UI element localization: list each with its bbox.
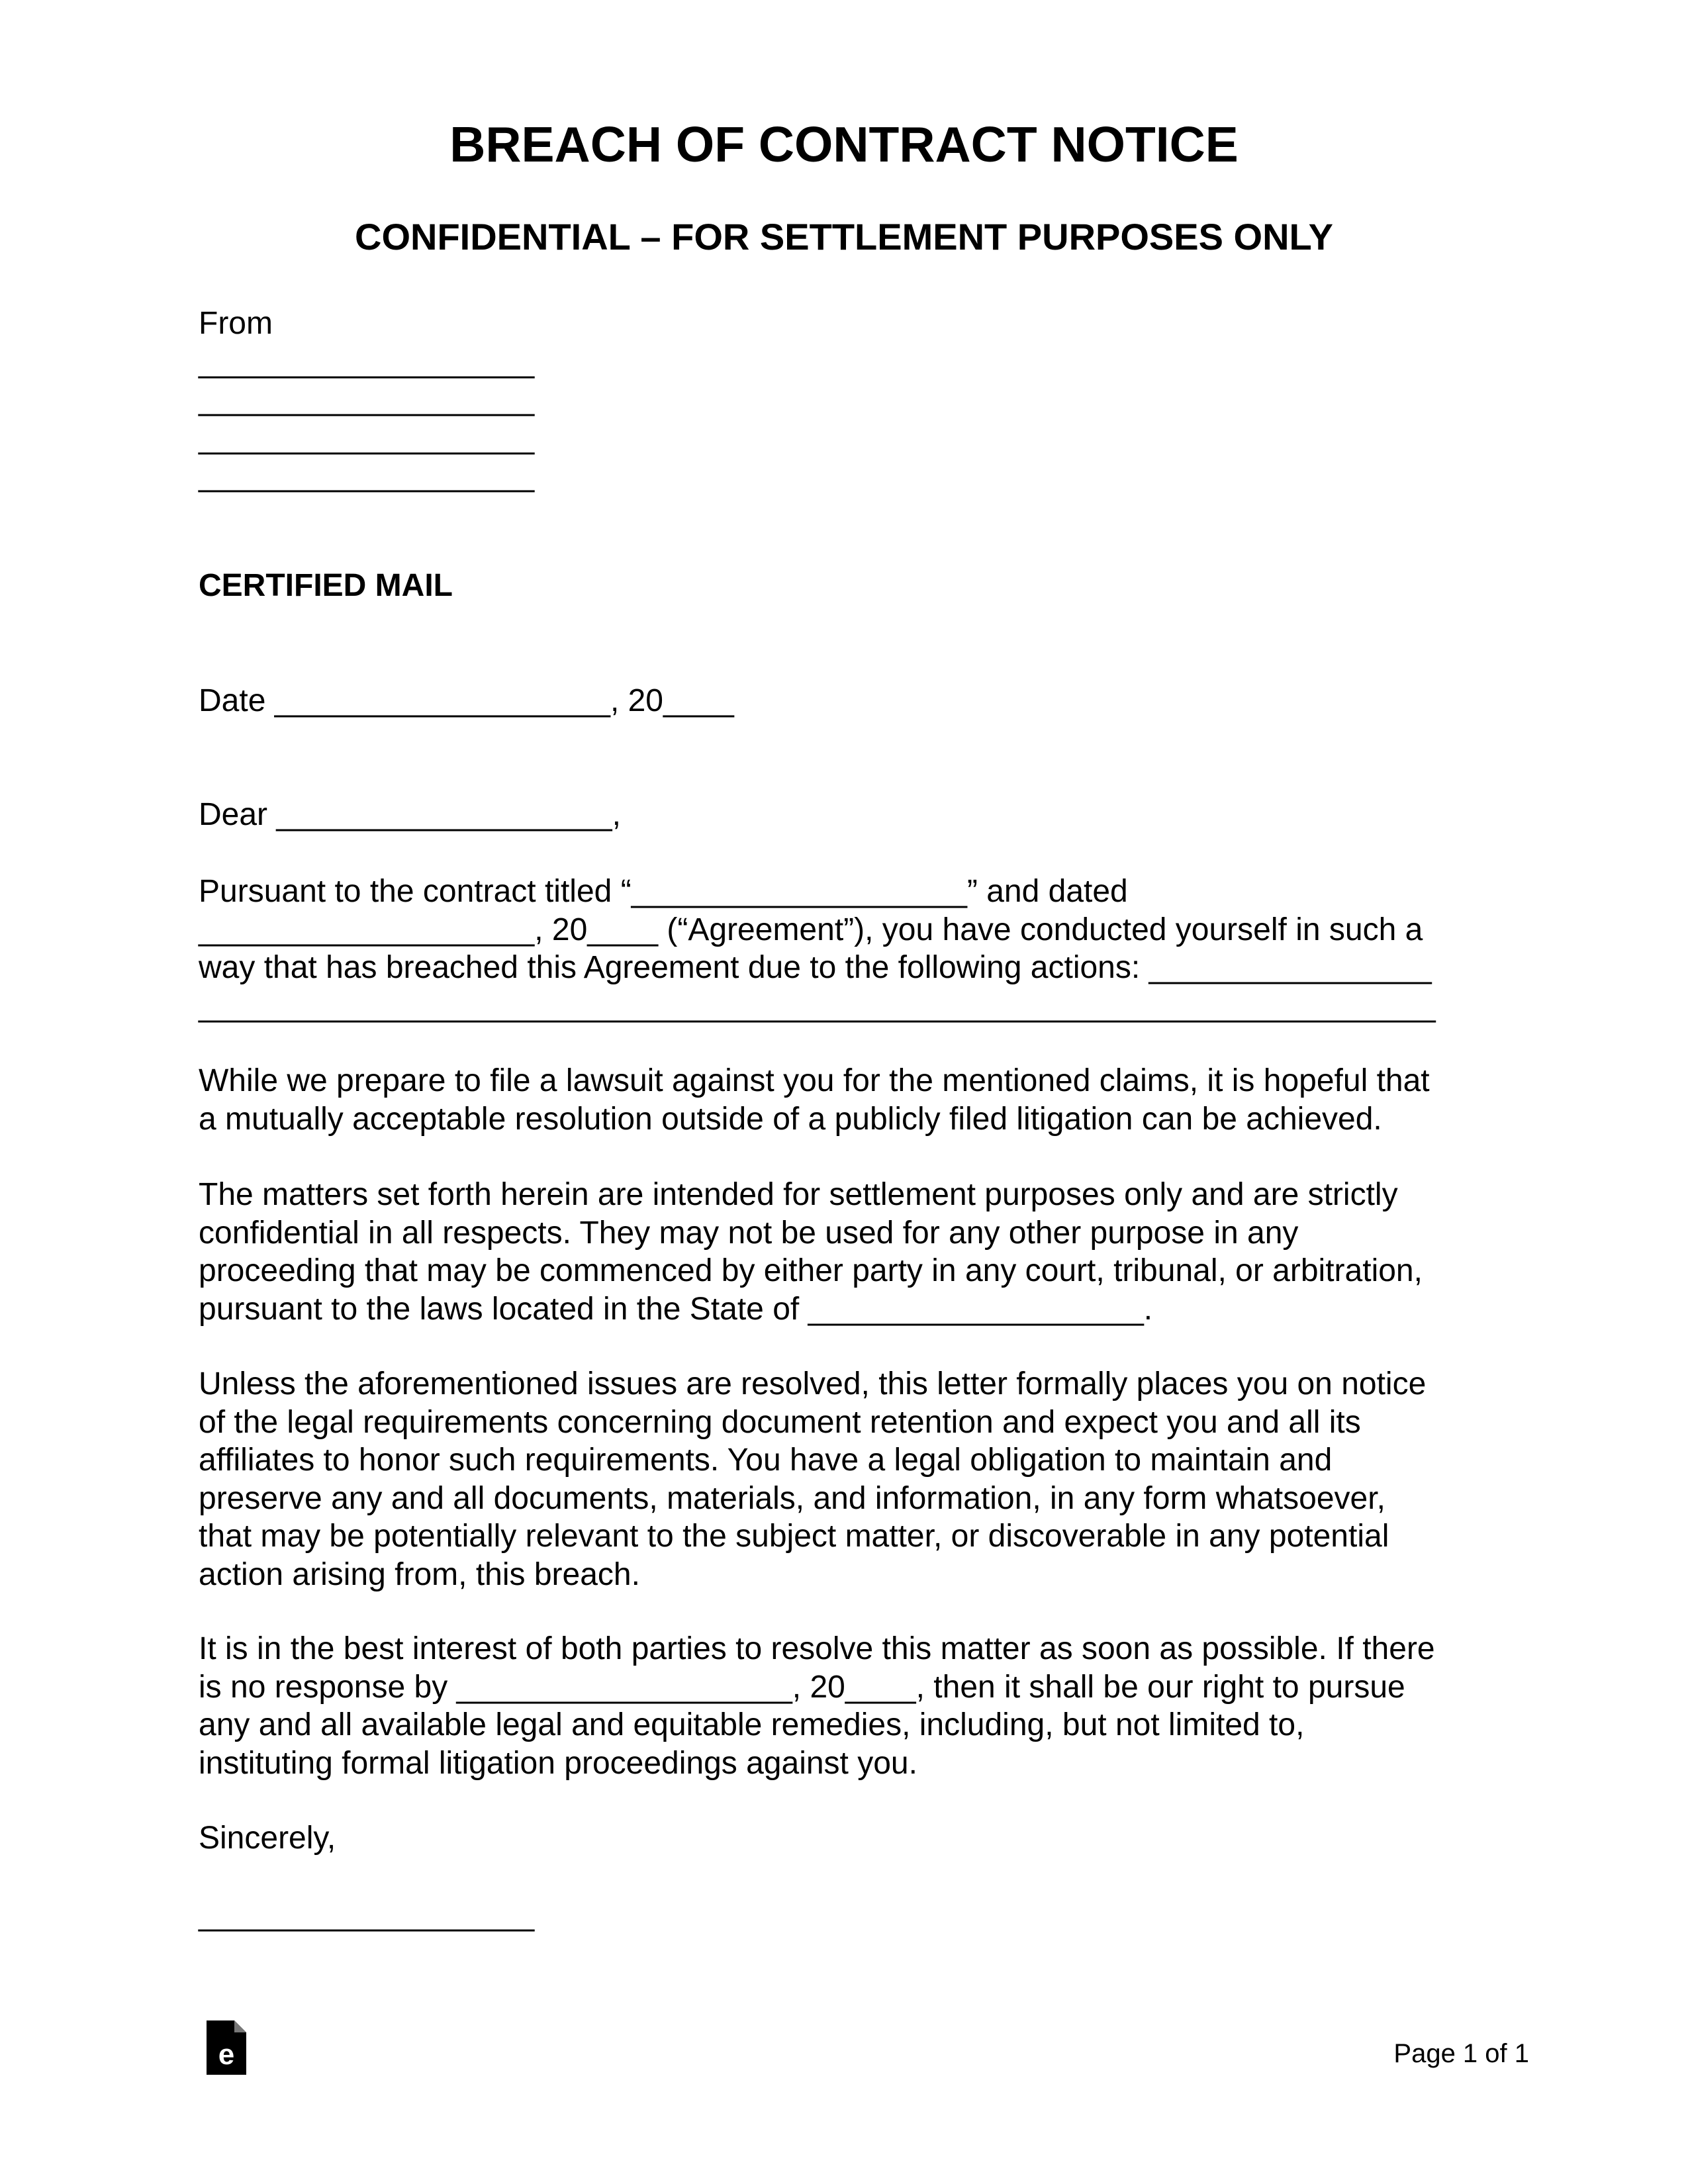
paragraph-line: is no response by ___________________, 20____, then it shall be our right to pursue [199,1669,1405,1705]
paragraph-line: ___________________, 20____ (“Agreement”), you have conducted yourself in such a [199,912,1423,947]
paragraph-line: It is in the best interest of both parties to resolve this matter as soon as possible. If there [199,1631,1435,1666]
paragraph-line: proceeding that may be commenced by either party in any court, tribunal, or arbitration, [199,1253,1423,1289]
paragraph-retention [199,1365,1496,1594]
certified-mail-label: CERTIFIED MAIL [199,568,453,603]
paragraph-line: ______________________________________________________________________ [199,988,1436,1023]
paragraph-line: pursuant to the laws located in the State of ___________________. [199,1291,1153,1327]
paragraph-line: that may be potentially relevant to the subject matter, or discoverable in any potential [199,1519,1389,1554]
paragraph-agreement [199,873,1496,1025]
paragraph-line: Unless the aforementioned issues are resolved, this letter formally places you on notice [199,1366,1427,1401]
paragraph-line: preserve any and all documents, materials, and information, in any form whatsoever, [199,1480,1385,1516]
paragraph-settlement [199,1176,1496,1328]
paragraph-line: While we prepare to file a lawsuit against you for the mentioned claims, it is hopeful that [199,1063,1430,1098]
page-number: Page 1 of 1 [1393,2039,1529,2068]
document-subtitle: CONFIDENTIAL – FOR SETTLEMENT PURPOSES ONLY [355,216,1333,258]
paragraph-line: confidential in all respects. They may not be used for any other purpose in any [199,1215,1299,1251]
paragraph-line: action arising from, this breach. [199,1556,640,1592]
from-line-4: ___________________ [199,458,535,494]
from-line-3: ___________________ [199,420,535,455]
paragraph-response [199,1630,1496,1782]
paragraph-line: way that has breached this Agreement due to the following actions: ________________ [199,950,1432,986]
paragraph-line: affiliates to honor such requirements. You have a legal obligation to maintain and [199,1443,1333,1478]
closing: Sincerely, [199,1821,336,1856]
paragraph-line: any and all available legal and equitable remedies, including, but not limited to, [199,1707,1305,1743]
from-label: From [199,306,273,341]
svg-text:e: e [218,2038,235,2071]
date-line: Date ___________________, 20____ [199,683,734,718]
paragraph-line: Pursuant to the contract titled “___________________” and dated [199,874,1128,909]
paragraph-line: a mutually acceptable resolution outside of a publicly filed litigation can be achieved. [199,1101,1382,1137]
dear-line: Dear ___________________, [199,797,621,832]
from-block [199,305,1496,495]
paragraph-line: The matters set forth herein are intended for settlement purposes only and are strictly [199,1177,1398,1212]
signature-line: ___________________ [199,1897,535,1932]
paragraph-line: instituting formal litigation proceedings against you. [199,1745,917,1781]
from-line-1: ___________________ [199,344,535,379]
eforms-logo-icon [207,2020,246,2075]
paragraph-line: of the legal requirements concerning document retention and expect you and all its [199,1404,1361,1440]
from-line-2: ___________________ [199,382,535,418]
paragraph-lawsuit [199,1062,1496,1138]
document-title: BREACH OF CONTRACT NOTICE [449,117,1239,172]
